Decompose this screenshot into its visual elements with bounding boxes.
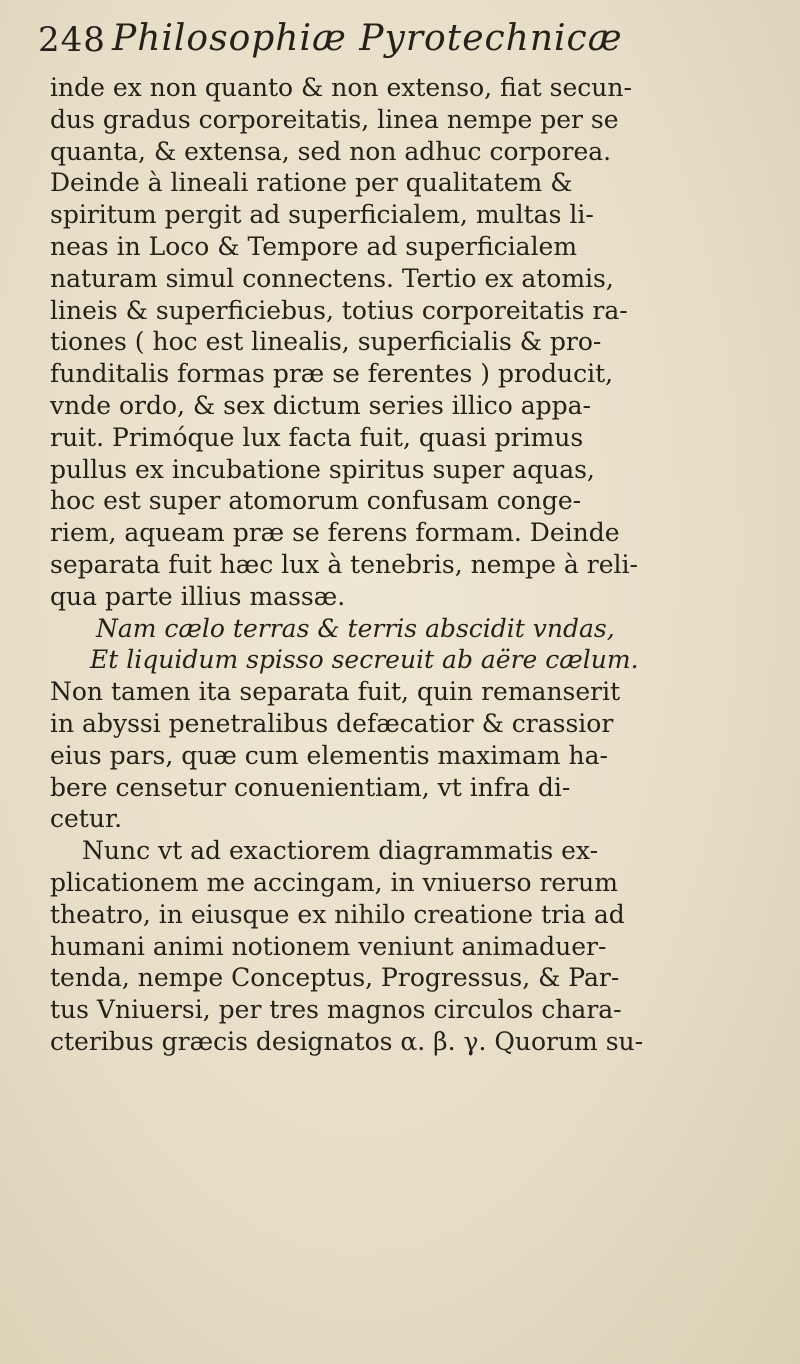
text-line: neas in Loco & Tempore ad superficialem xyxy=(50,231,578,261)
text-line: dus gradus corporeitatis, linea nempe per se xyxy=(50,104,619,134)
text-line: qua parte illius massæ. xyxy=(50,581,346,611)
text-line: humani animi notionem veniunt animaduer- xyxy=(50,931,607,961)
text-line: bere censetur conuenientiam, vt infra di- xyxy=(50,772,571,802)
verse-quotation xyxy=(50,613,780,677)
paragraph-3 xyxy=(50,835,780,1058)
text-line: Non tamen ita separata fuit, quin remanserit xyxy=(50,677,621,707)
page-number: 248 xyxy=(38,20,106,60)
text-line: separata fuit hæc lux à tenebris, nempe à reli- xyxy=(50,549,638,579)
text-line: inde ex non quanto & non extenso, fiat secun- xyxy=(50,73,632,102)
text-line: riem, aqueam præ se ferens formam. Deinde xyxy=(50,518,620,548)
text-line: hoc est super atomorum confusam conge- xyxy=(50,486,582,516)
text-line: vnde ordo, & sex dictum series illico appa- xyxy=(50,390,591,420)
verse-line: Nam cælo terras & terris abscidit vndas, xyxy=(96,613,615,643)
text-line: theatro, in eiusque ex nihilo creatione tria ad xyxy=(50,899,625,929)
text-line: plicationem me accingam, in vniuerso rerum xyxy=(50,867,618,897)
paragraph-1 xyxy=(50,72,780,613)
text-line: tenda, nempe Conceptus, Progressus, & Par- xyxy=(50,963,620,993)
text-line: cteribus græcis designatos α. β. γ. Quorum su- xyxy=(50,1026,644,1056)
text-line: ruit. Primóque lux facta fuit, quasi primus xyxy=(50,422,584,452)
text-line: lineis & superficiebus, totius corporeitatis ra- xyxy=(50,295,628,325)
text-line: tiones ( hoc est linealis, superficialis & pro- xyxy=(50,327,602,357)
text-line: tus Vniuersi, per tres magnos circulos chara- xyxy=(50,995,622,1025)
text-line: funditalis formas præ se ferentes ) producit, xyxy=(50,359,614,389)
text-line: Nunc vt ad exactiorem diagrammatis ex- xyxy=(82,836,599,866)
text-line: Deinde à lineali ratione per qualitatem & xyxy=(50,168,573,198)
text-line: pullus ex incubatione spiritus super aquas, xyxy=(50,454,595,484)
paragraph-2 xyxy=(50,676,780,835)
text-line: in abyssi penetralibus defæcatior & crassior xyxy=(50,708,614,738)
text-line: quanta, & extensa, sed non adhuc corporea. xyxy=(50,136,612,166)
verse-line: Et liquidum spisso secreuit ab aëre cælum. xyxy=(90,645,639,675)
text-line: eius pars, quæ cum elementis maximam ha- xyxy=(50,740,608,770)
body-text xyxy=(50,72,780,1058)
page-header xyxy=(30,14,770,70)
text-line: spiritum pergit ad superficialem, multas li- xyxy=(50,200,594,230)
text-line: cetur. xyxy=(50,804,123,834)
text-line: naturam simul connectens. Tertio ex atomis, xyxy=(50,263,614,293)
running-title: Philosophiæ Pyrotechnicæ xyxy=(112,18,623,59)
